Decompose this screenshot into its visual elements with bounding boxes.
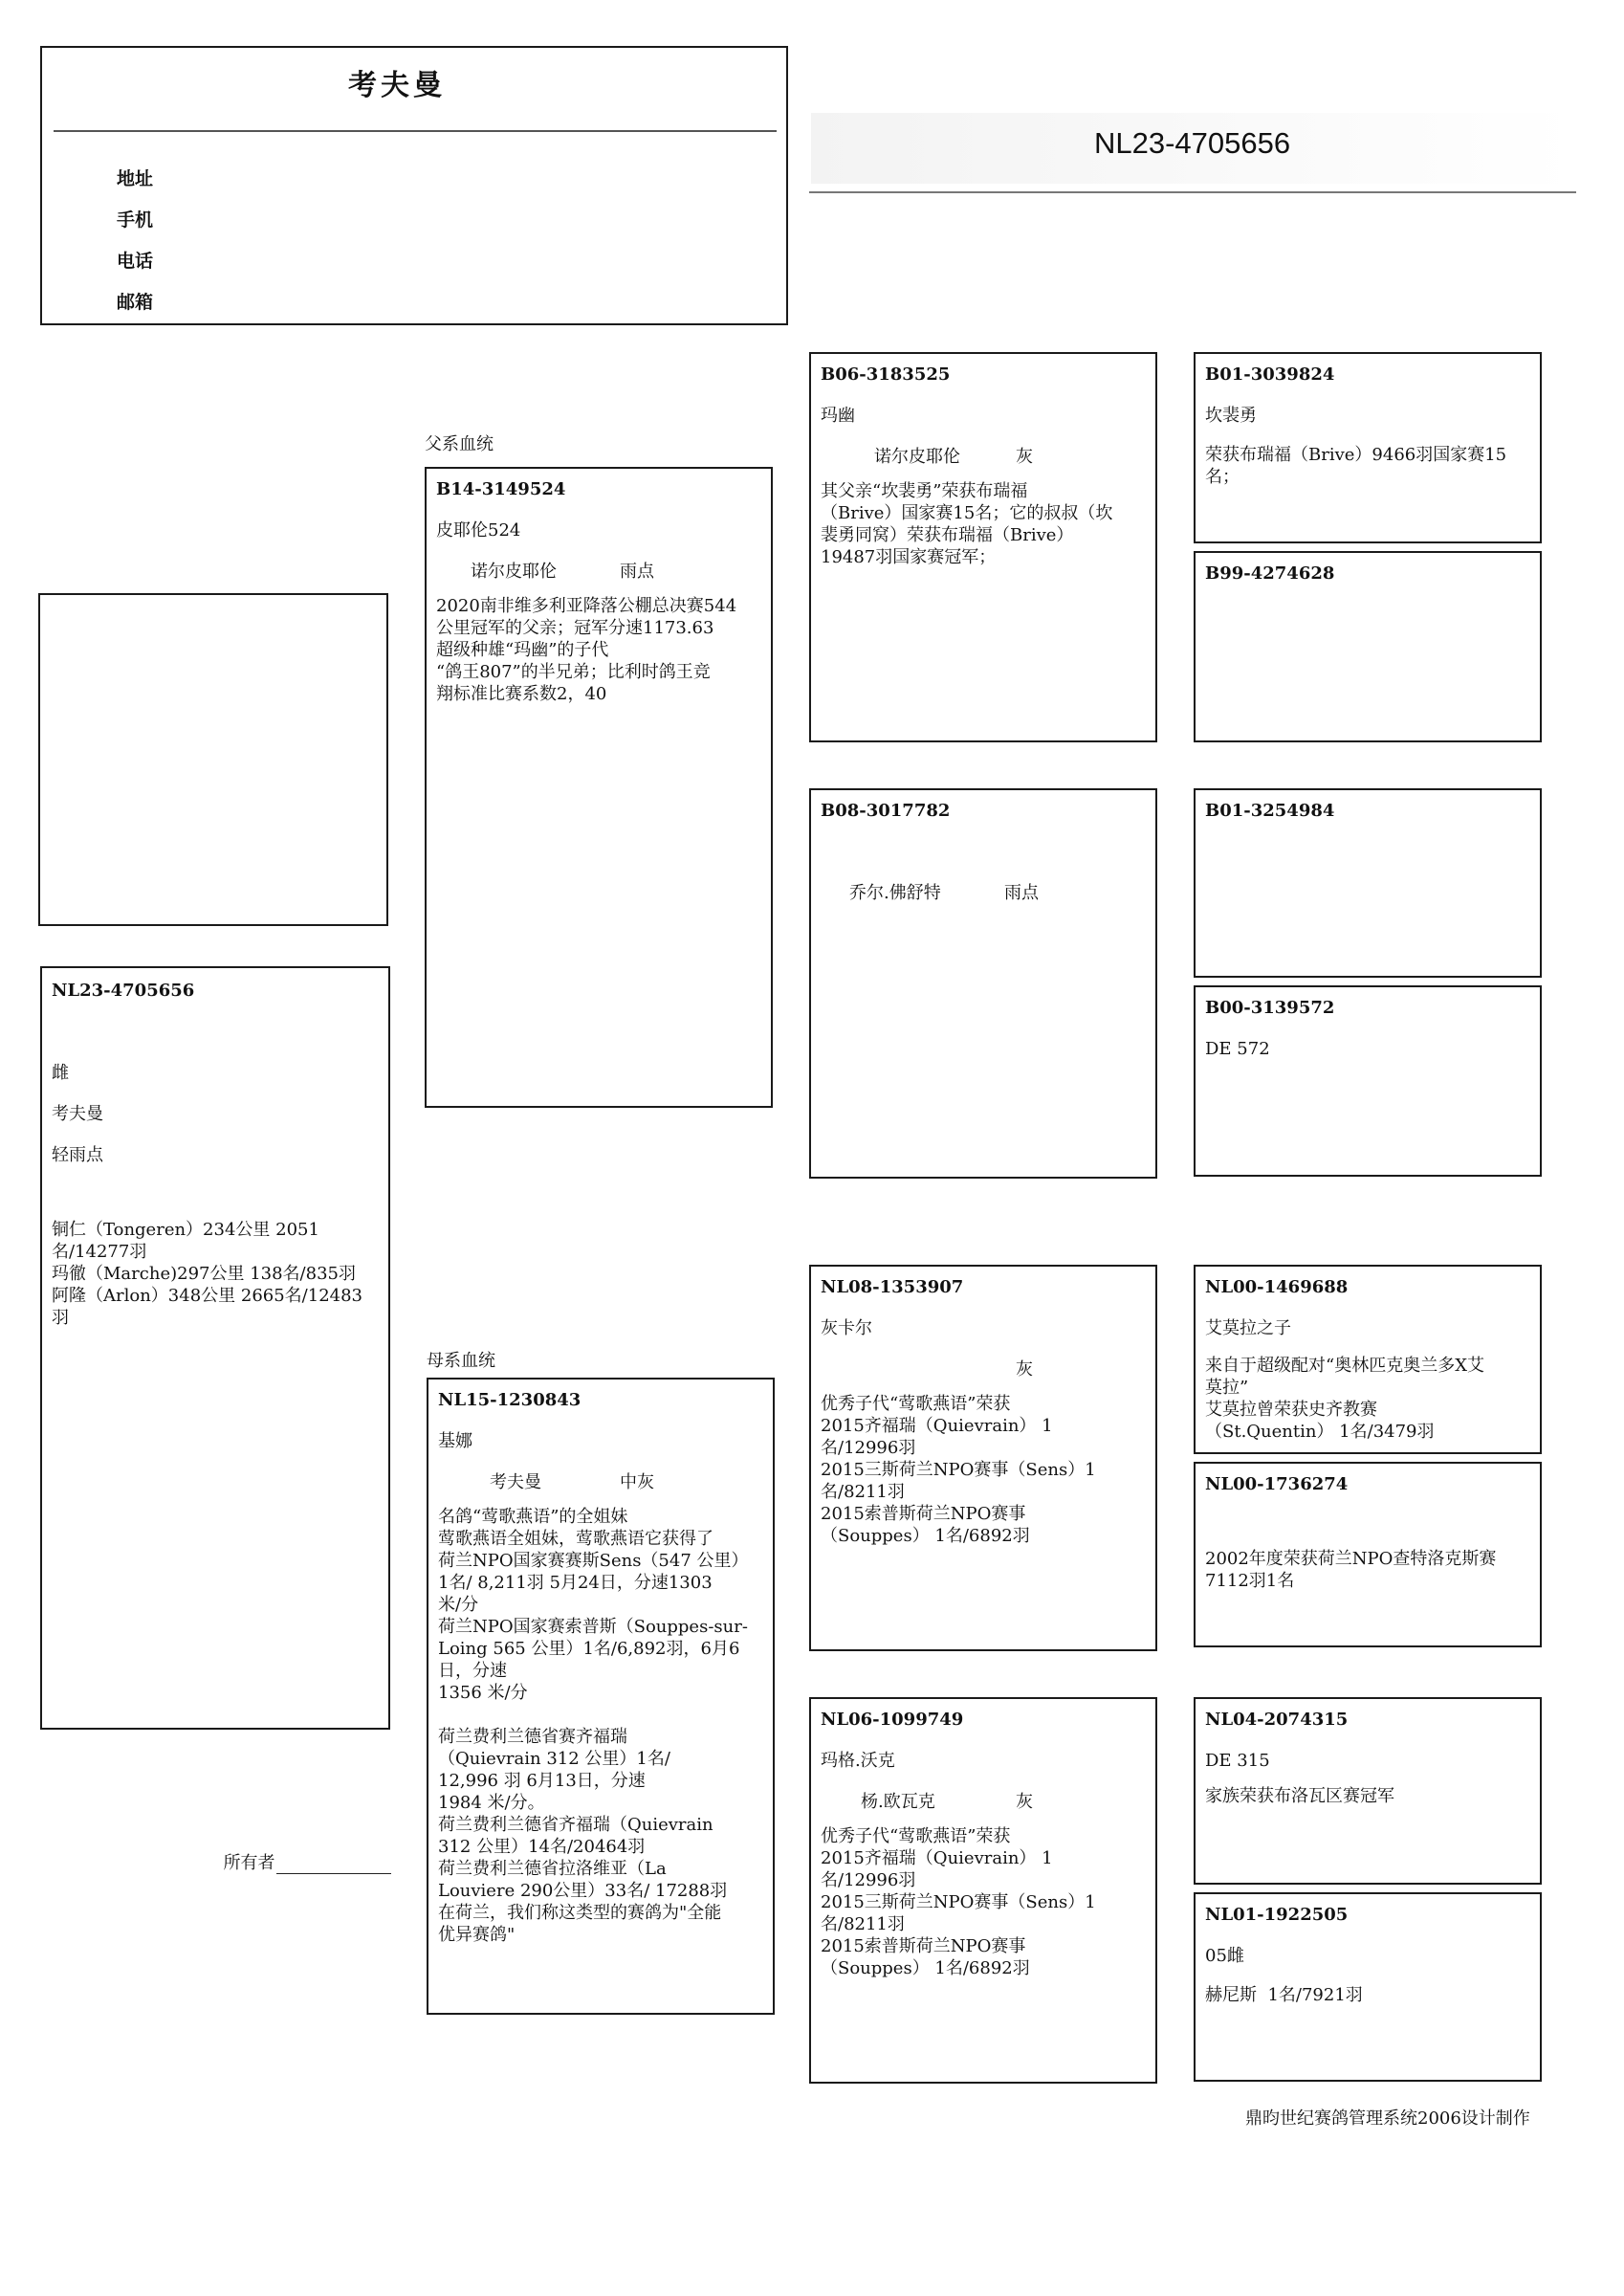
result-line: 阿隆（Arlon）348公里 2665名/12483 [52,1286,363,1306]
note-line: 优异赛鸽" [438,1925,516,1945]
g3-ring: B01-3254984 [1205,801,1335,821]
note-line: Louviere 290公里）33名/ 17288羽 [438,1881,728,1901]
subject-sex: 雌 [52,1063,69,1083]
sire-name: 皮耶伦524 [436,520,521,541]
sire-sire-card [809,352,1157,742]
dam-dam-ring: NL06-1099749 [821,1710,964,1730]
subject-card [40,966,390,1730]
note-line: 莫拉” [1205,1378,1249,1398]
photo-frame [38,593,388,926]
g3-ring: NL01-1922505 [1205,1905,1349,1925]
note-line: 莺歌燕语全姐妹，莺歌燕语它获得了 [438,1529,713,1549]
note-line: 荷兰费利兰德省赛齐福瑞 [438,1727,627,1747]
note-line: 优秀子代“莺歌燕语”荣获 [821,1394,1011,1414]
sire-dam-strain: 乔尔.佛舒特 [849,883,941,903]
g3-card-8 [1194,1892,1542,2082]
note-line: （Souppes） 1名/6892羽 [821,1958,1030,1978]
note-line: 名； [1205,467,1240,487]
note-line: （Souppes） 1名/6892羽 [821,1526,1030,1546]
note-line: 来自于超级配对“奥林匹克奥兰多X艾 [1205,1356,1485,1376]
note-line: 翔标准比赛系数2，40 [436,684,607,704]
dam-sire-card [809,1265,1157,1651]
note-line: 名/8211羽 [821,1914,905,1934]
sire-dam-ring: B08-3017782 [821,801,951,821]
note-line: 7112羽1名 [1205,1571,1295,1591]
note-line: （St.Quentin） 1名/3479羽 [1205,1422,1435,1442]
note-line: 在荷兰，我们称这类型的赛鸽为"全能 [438,1903,722,1923]
g3-ring: B99-4274628 [1205,563,1335,584]
dam-ring: NL15-1230843 [438,1390,582,1410]
note-line: “鸽王807”的半兄弟；比利时鸽王竞 [436,662,711,682]
note-line: 2015齐福瑞（Quievrain） 1 [821,1848,1053,1868]
note-line: 2015索普斯荷兰NPO赛事 [821,1504,1026,1524]
sire-notes [436,595,736,705]
dam-name: 基娜 [438,1431,472,1451]
note-line: 日，分速 [438,1661,507,1681]
sire-sire-strain: 诺尔皮耶伦 [874,447,960,467]
owner-signature [212,1829,391,1874]
dam-sire-notes [821,1393,1096,1547]
sire-sire-notes [821,480,1112,568]
dam-color: 中灰 [620,1472,654,1492]
note-line: 1名/ 8,211羽 5月24日，分速1303 [438,1573,713,1593]
g3-card-4 [1194,985,1542,1177]
dam-dam-strain: 杨.欧瓦克 [861,1792,935,1812]
note-line: 艾莫拉曾荣获史齐教赛 [1205,1400,1377,1420]
g3-ring: B01-3039824 [1205,364,1335,385]
note-line: 荷兰费利兰德省拉洛维亚（La [438,1859,667,1879]
sire-card [425,467,773,1108]
g3-card-6 [1194,1462,1542,1647]
g3-name: 坎裴勇 [1205,406,1257,426]
owner-sign-label: 所有者 [223,1853,275,1873]
contact-label-phone: 电话 [117,251,154,272]
g3-ring: NL04-2074315 [1205,1710,1349,1730]
sire-sire-color: 灰 [1016,447,1033,467]
subject-ring: NL23-4705656 [52,981,195,1001]
result-line: 名/14277羽 [52,1242,147,1262]
header-divider [54,130,777,132]
sire-dam-card [809,788,1157,1179]
dam-strain: 考夫曼 [490,1472,541,1492]
sire-ring: B14-3149524 [436,479,566,499]
footer-credit: 鼎昀世纪赛鸽管理系统2006设计制作 [1245,2108,1530,2129]
dam-notes [438,1506,749,1946]
result-line: 羽 [52,1308,69,1328]
subject-results [52,1219,362,1329]
owner-header-box [40,46,788,325]
note-line: 1984 米/分。 [438,1793,545,1813]
note-line: 2015三斯荷兰NPO赛事（Sens）1 [821,1892,1096,1912]
g3-name: 艾莫拉之子 [1205,1318,1291,1338]
note-line: 家族荣获布洛瓦区赛冠军 [1205,1786,1394,1806]
note-line: 米/分 [438,1595,479,1615]
note-line: 12,996 羽 6月13日，分速 [438,1771,646,1791]
g3-card-3 [1194,788,1542,978]
note-line: 荷兰费利兰德省齐福瑞（Quievrain [438,1815,713,1835]
note-line: 荷兰NPO国家赛索普斯（Souppes-sur- [438,1617,748,1637]
contact-label-mobile: 手机 [117,210,154,231]
note-line: （Brive）国家赛15名；它的叔叔（坎 [821,503,1113,523]
g3-card-1 [1194,352,1542,543]
contact-label-email: 邮箱 [117,292,154,313]
note-line: 名鸽“莺歌燕语”的全姐妹 [438,1507,628,1527]
g3-name: DE 572 [1205,1039,1270,1059]
sire-line-label: 父系血统 [425,434,494,454]
dam-sire-name: 灰卡尔 [821,1318,872,1338]
note-line: Loing 565 公里）1名/6,892羽，6月6 [438,1639,740,1659]
g3-card-5 [1194,1265,1542,1454]
dam-dam-card [809,1697,1157,2084]
g3-name: DE 315 [1205,1751,1270,1771]
contact-label-address: 地址 [117,168,154,189]
note-line: 2002年度荣获荷兰NPO查特洛克斯赛 [1205,1549,1497,1569]
note-line [438,1704,749,1726]
result-line: 铜仁（Tongeren）234公里 2051 [52,1220,319,1240]
sire-dam-color: 雨点 [1004,883,1039,903]
note-line: 2015三斯荷兰NPO赛事（Sens）1 [821,1460,1096,1480]
note-line: 名/12996羽 [821,1870,916,1890]
dam-sire-color: 灰 [1016,1359,1033,1380]
note-line: 公里冠军的父亲；冠军分速1173.63 [436,618,714,638]
subject-breeder: 考夫曼 [52,1104,103,1124]
g3-card-2 [1194,551,1542,742]
owner-sign-line [276,1854,391,1874]
header-ring-number: NL23-4705656 [1094,126,1291,160]
note-line: 312 公里）14名/20464羽 [438,1837,646,1857]
g3-ring: NL00-1736274 [1205,1474,1349,1494]
note-line: （Quievrain 312 公里）1名/ [438,1749,670,1769]
note-line: 19487羽国家赛冠军； [821,547,997,567]
note-line: 荣获布瑞福（Brive）9466羽国家赛15 [1205,445,1507,465]
sire-sire-name: 玛幽 [821,406,855,426]
dam-line-label: 母系血统 [427,1351,495,1371]
owner-name: 考夫曼 [348,69,446,102]
subject-color: 轻雨点 [52,1145,103,1165]
g3-name: 05雌 [1205,1946,1244,1966]
dam-sire-ring: NL08-1353907 [821,1277,964,1297]
note-line: 超级种雄“玛幽”的子代 [436,640,609,660]
dam-dam-color: 灰 [1016,1792,1033,1812]
dam-card [427,1378,775,2015]
sire-color: 雨点 [620,562,654,582]
dam-dam-name: 玛格.沃克 [821,1751,895,1771]
note-line: 赫尼斯 1名/7921羽 [1205,1985,1363,2005]
note-line: 2015齐福瑞（Quievrain） 1 [821,1416,1053,1436]
note-line: 1356 米/分 [438,1683,528,1703]
g3-ring: B00-3139572 [1205,998,1335,1018]
note-line: 2015索普斯荷兰NPO赛事 [821,1936,1026,1956]
note-line: 裴勇同窝）荣获布瑞福（Brive） [821,525,1074,545]
note-line: 名/12996羽 [821,1438,916,1458]
g3-card-7 [1194,1697,1542,1885]
dam-dam-notes [821,1825,1096,1979]
note-line: 其父亲“坎裴勇”荣获布瑞福 [821,481,1028,501]
g3-ring: NL00-1469688 [1205,1277,1349,1297]
sire-strain: 诺尔皮耶伦 [471,562,557,582]
note-line: 荷兰NPO国家赛赛斯Sens（547 公里） [438,1551,749,1571]
ring-number-underline [809,191,1576,193]
sire-sire-ring: B06-3183525 [821,364,951,385]
note-line: 名/8211羽 [821,1482,905,1502]
note-line: 2020南非维多利亚降落公棚总决赛544 [436,596,737,616]
note-line: 优秀子代“莺歌燕语”荣获 [821,1826,1011,1846]
result-line: 玛徹（Marche)297公里 138名/835羽 [52,1264,356,1284]
